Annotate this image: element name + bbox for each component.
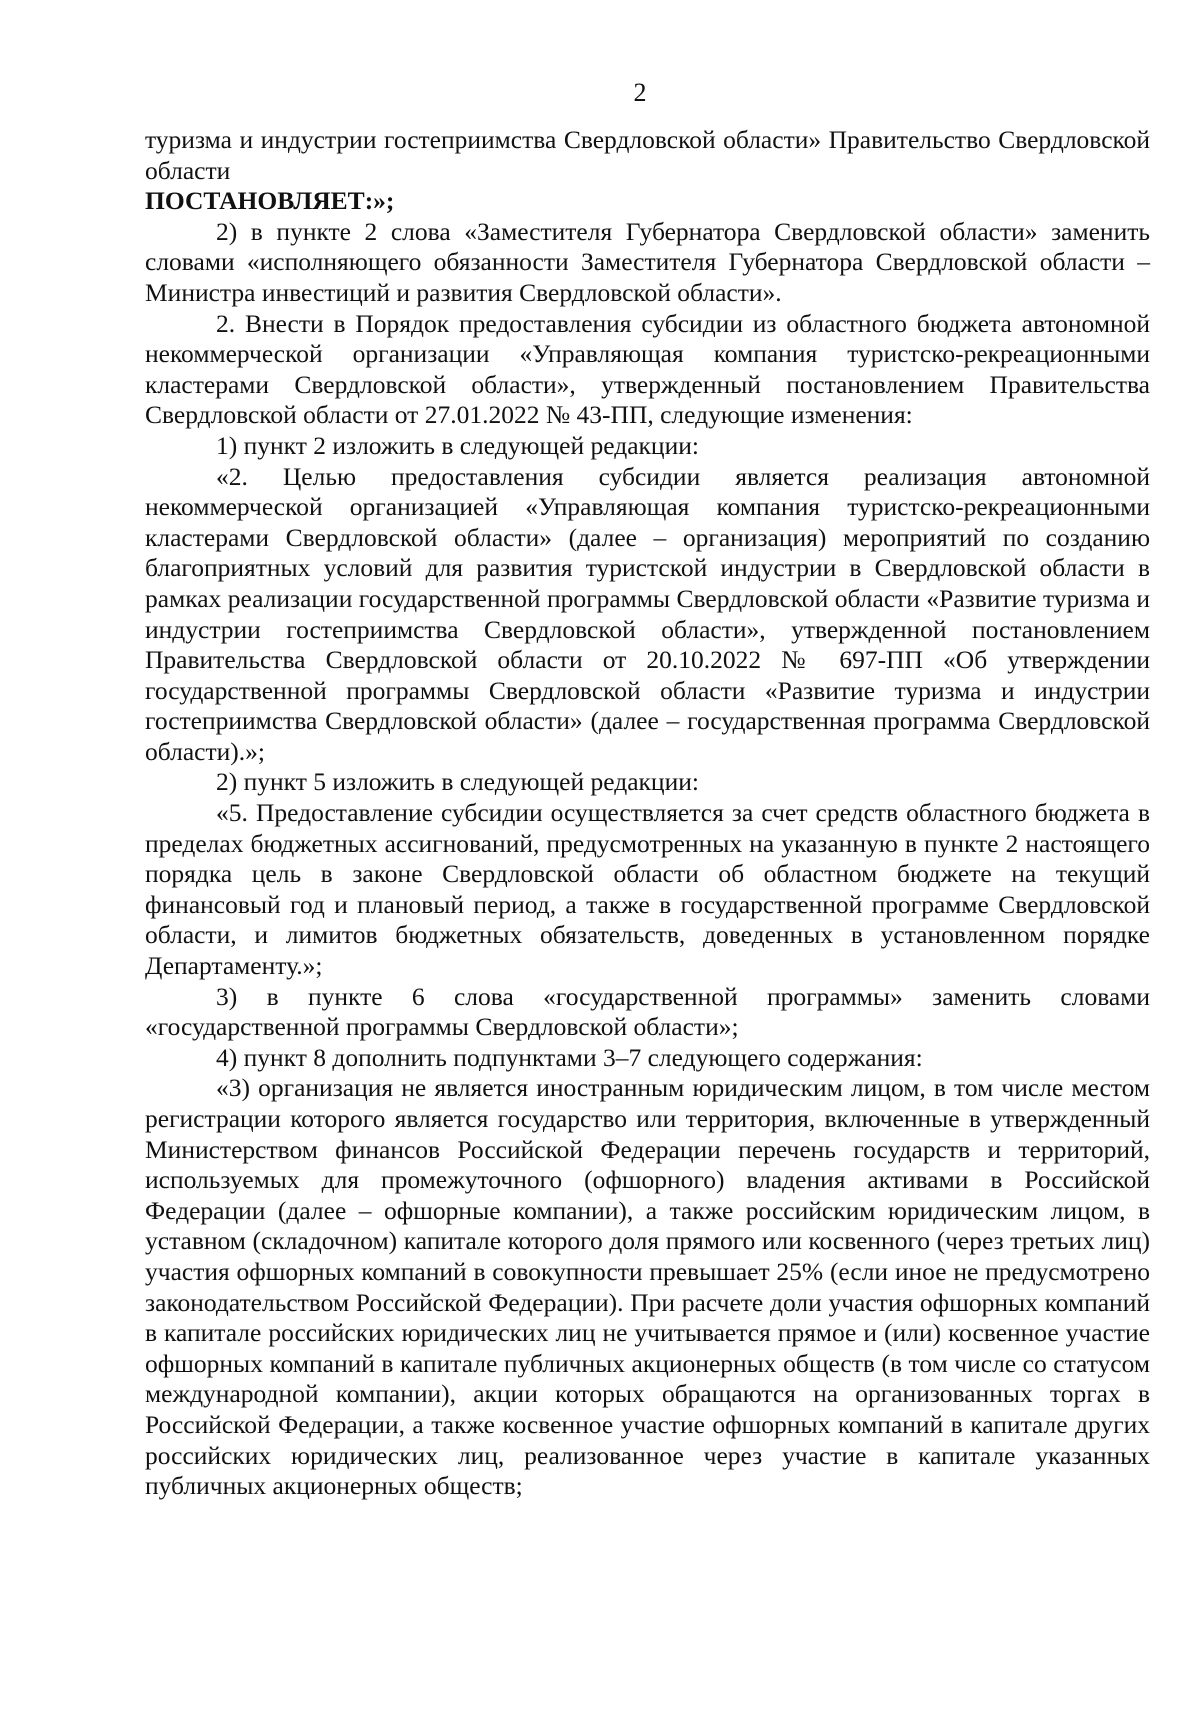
paragraph-item-1: 1) пункт 2 изложить в следующей редакции:: [216, 430, 699, 460]
paragraph-quote-point-2: «2. Целью предоставления субсидии является реализация автономной некоммерческой организацией «Управляющая компания туристско-рекреационными кластерами Свердловской области» (далее – организация) мероприятий по созданию благоприятных условий для развития туристской индустрии в Свердловской области в рамках реализации государственной программы Свердловской области «Развитие туризма и индустрии гостеприимства Свердловской области», утвержденной постановлением Правительства Свердловской области от 20.10.2022 № 697-ПП «Об утверждении государственной программы Свердловской области «Развитие туризма и индустрии гостеприимства Свердловской области» (далее – государственная программа Свердловской области).»;: [145, 461, 1150, 766]
paragraph-item-2-deputy: 2) в пункте 2 слова «Заместителя Губернатора Свердловской области» заменить словами «исполняющего обязанности Заместителя Губернатора Свердловской области – Министра инвестиций и развития Свердловской области».: [145, 216, 1150, 307]
paragraph-section-2: 2. Внести в Порядок предоставления субсидии из областного бюджета автономной некоммерческой организации «Управляющая компания туристско-рекреационными кластерами Свердловской области», утвержденный постановлением Правительства Свердловской области от 27.01.2022 № 43-ПП, следующие изменения:: [145, 308, 1150, 430]
document-body: [145, 125, 1150, 1502]
paragraph-item-3: 3) в пункте 6 слова «государственной программы» заменить словами «государственной программы Свердловской области»;: [145, 981, 1150, 1042]
paragraph-quote-point-5: «5. Предоставление субсидии осуществляется за счет средств областного бюджета в пределах бюджетных ассигнований, предусмотренных на указанную в пункте 2 настоящего порядка цель в законе Свердловской области об областном бюджете на текущий финансовый год и плановый период, а также в государственной программе Свердловской области, и лимитов бюджетных обязательств, доведенных в установленном порядке Департаменту.»;: [145, 798, 1150, 981]
paragraph-item-2: 2) пункт 5 изложить в следующей редакции:: [216, 767, 699, 797]
paragraph-continuation: туризма и индустрии гостеприимства Свердловской области» Правительство Свердловской области: [145, 125, 1150, 185]
paragraph-resolves: ПОСТАНОВЛЯЕТ:»;: [145, 186, 395, 216]
paragraph-item-4: 4) пункт 8 дополнить подпунктами 3–7 следующего содержания:: [216, 1042, 923, 1072]
paragraph-quote-subitem-3: «3) организация не является иностранным юридическим лицом, в том числе местом регистрации которого является государство или территория, включенные в утвержденный Министерством финансов Российской Федерации перечень государств и территорий, используемых для промежуточного (офшорного) владения активами в Российской Федерации (далее – офшорные компании), а также российским юридическим лицом, в уставном (складочном) капитале которого доля прямого или косвенного (через третьих лиц) участия офшорных компаний в совокупности превышает 25% (если иное не предусмотрено законодательством Российской Федерации). При расчете доли участия офшорных компаний в капитале российских юридических лиц не учитывается прямое и (или) косвенное участие офшорных компаний в капитале публичных акционерных обществ (в том числе со статусом международной компании), акции которых обращаются на организованных торгах в Российской Федерации, а также косвенное участие офшорных компаний в капитале других российских юридических лиц, реализованное через участие в капитале указанных публичных акционерных обществ;: [145, 1073, 1150, 1501]
page-number: 2: [633, 78, 647, 107]
